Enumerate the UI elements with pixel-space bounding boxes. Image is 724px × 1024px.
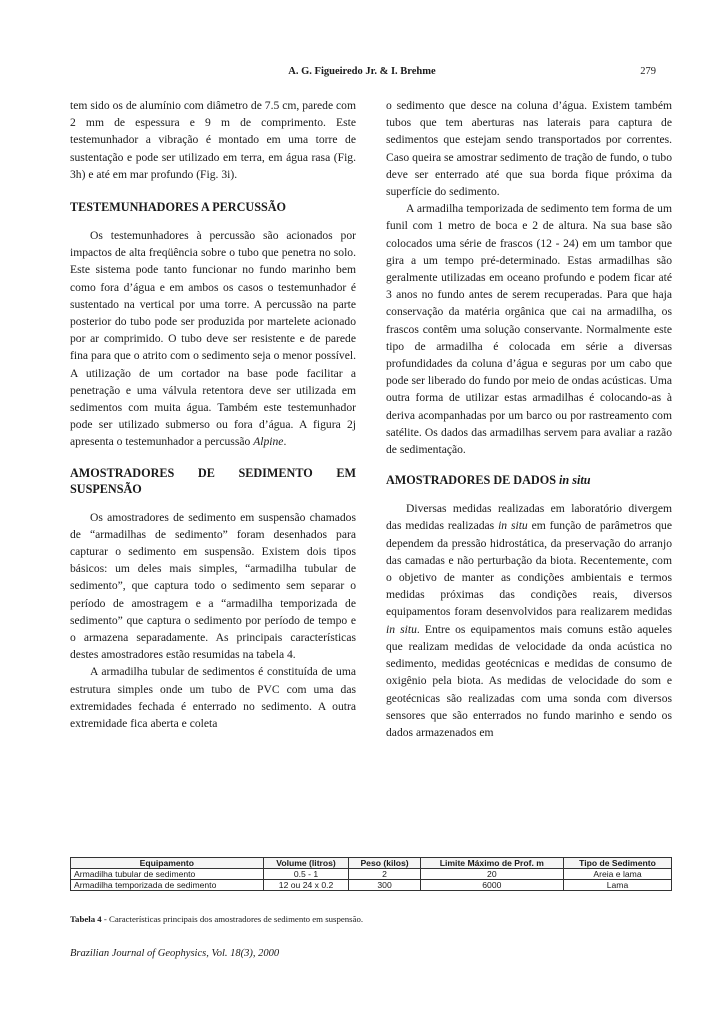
table-cell: 2	[349, 869, 420, 880]
table-header-cell: Equipamento	[71, 858, 264, 869]
table-header-cell: Tipo de Sedimento	[563, 858, 671, 869]
table-cell: 12 ou 24 x 0.2	[263, 880, 349, 891]
table-4	[70, 857, 672, 891]
paragraph-text: Diversas medidas realizadas em laboratório divergem das medidas realizadas	[386, 502, 672, 533]
section-heading-percussao: TESTEMUNHADORES A PERCUSSÃO	[70, 200, 287, 215]
page-number: 279	[640, 66, 656, 77]
italic-term: in situ	[386, 622, 417, 636]
italic-term: Alpine	[253, 435, 284, 449]
table-cell: 20	[420, 869, 563, 880]
table-cell: Areia e lama	[563, 869, 671, 880]
paragraph: Os amostradores de sedimento em suspensão chamados de “armadilhas de sedimento” foram desenhados para capturar o sedimento em suspensão. Existem dois tipos básicos: um deles mais simples, “armadilha tubular de sedimento”, que captura todo o sedimento sem separar o período de amostragem e a “armadilha temporizada de sedimento” que captura o sedimento por período de tempo e o armazena separadamente. As principais características destes amostradores estão resumidas na tabela 4.	[70, 510, 356, 662]
heading-text: AMOSTRADORES DE DADOS	[386, 473, 560, 488]
journal-footer: Brazilian Journal of Geophysics, Vol. 18(3), 2000	[70, 948, 280, 959]
section-heading-insitu	[386, 472, 672, 488]
heading-italic: in situ	[559, 473, 591, 488]
paragraph	[386, 500, 672, 741]
table-row	[71, 869, 672, 880]
left-column	[70, 97, 356, 732]
caption-label: Tabela 4	[70, 914, 102, 924]
table-header-row	[71, 858, 672, 869]
paragraph-text: . Entre os equipamentos mais comuns estão aqueles que realizam medidas de velocidade da onda acústica no sedimento, medidas geotécnicas e medidas de consumo de oxigênio pela biota. As medidas de velocidade do som e geotécnicas são realizadas com uma sonda com diversos sensores que são enterrados no fundo marinho e sendo os dados armazenados em	[386, 622, 672, 739]
paragraph	[70, 227, 356, 451]
table-cell: Armadilha tubular de sedimento	[71, 869, 264, 880]
data-table	[70, 857, 672, 891]
italic-term: in situ	[498, 519, 528, 533]
paragraph-text: .	[283, 435, 287, 449]
table-caption	[70, 914, 672, 924]
running-header	[0, 66, 724, 82]
table-cell: 6000	[420, 880, 563, 891]
right-column	[386, 97, 672, 741]
table-cell: Lama	[563, 880, 671, 891]
table-header-cell: Limite Máximo de Prof. m	[420, 858, 563, 869]
section-heading-suspensao: AMOSTRADORES DE SEDIMENTO EM SUSPENSÃO	[70, 465, 356, 496]
table-header-cell: Peso (kilos)	[349, 858, 420, 869]
paragraph: A armadilha tubular de sedimentos é constituída de uma estrutura simples onde um tubo de PVC com uma das extremidades fechada é enterrado no sedimento. A outra extremidade fica aberta e coleta	[70, 665, 356, 731]
paragraph-text: Os testemunhadores à percussão são acionados por impactos de alta freqüência sobre o tubo que penetra no solo. Este sistema pode tanto funcionar no fundo marinho bem como fora d’água e em ambos os casos o testemunhador é sustentado na vertical por uma torre. A percussão na parte posterior do tubo pode ser produzida por martelete acionado por ar comprimido. O tubo deve ser resistente e de parede fina para que o atrito com o sedimento seja o menor possível. A utilização de um cortador na base pode facilitar a penetração e uma válvula retentora deve ser utilizada em sedimentos com muita água. Também este testemunhador pode ser utilizado submerso ou fora d’água. A figura 2j apresenta o testemunhador a percussão	[70, 229, 356, 449]
table-row	[71, 880, 672, 891]
paragraph: tem sido os de alumínio com diâmetro de 7.5 cm, parede com 2 mm de espessura e 9 m de comprimento. Este testemunhador a vibração é montado em uma torre de sustentação e pode ser utilizado em terra, em água rasa (Fig. 3h) e até em mar profundo (Fig. 3i).	[70, 99, 356, 181]
table-header-cell: Volume (litros)	[263, 858, 349, 869]
table-cell: 0.5 - 1	[263, 869, 349, 880]
paragraph: o sedimento que desce na coluna d’água. Existem também tubos que tem aberturas nas laterais para captura de sedimentos que estejam sendo transportados por correntes. Caso queira se amostrar sedimento de tração de fundo, o tubo deve ser enterrado até que sua borda fique próxima da superfície do sedimento.	[386, 99, 672, 199]
header-authors: A. G. Figueiredo Jr. & I. Brehme	[288, 66, 436, 77]
table-cell: 300	[349, 880, 420, 891]
paragraph: A armadilha temporizada de sedimento tem forma de um funil com 1 metro de boca e 2 de altura. Na sua base são colocados uma série de frascos (12 - 24) em um tambor que gira a um tempo pré-determinado. Estas armadilhas são geralmente utilizadas em oceano profundo e podem ficar até 3 anos no fundo antes de serem recuperadas. Para que haja conservação da matéria orgânica que cai na armadilha, os frascos contêm uma solução conservante. Normalmente este tipo de armadilha é colocada em série a diversas profundidades da coluna d’água e seguras por um cabo que pode ser liberado do fundo por meio de ondas acústicas. Uma outra forma de utilizar estas armadilhas é colocando-as à deriva acompanhadas por um barco ou por rastreamento com satélite. Os dados das armadilhas servem para avaliar a razão de sedimentação.	[386, 202, 672, 457]
table-cell: Armadilha temporizada de sedimento	[71, 880, 264, 891]
paragraph-text: em função de parâmetros que dependem da pressão hidrostática, da preservação do arranjo das camadas e não perturbação da biota. Recentemente, com o objetivo de manter as condições ambientais e termos medidas próximas das condições reais, diversos equipamentos foram desenvolvidos para realizarem medidas	[386, 519, 672, 619]
caption-text: - Características principais dos amostradores de sedimento em suspensão.	[101, 914, 364, 924]
